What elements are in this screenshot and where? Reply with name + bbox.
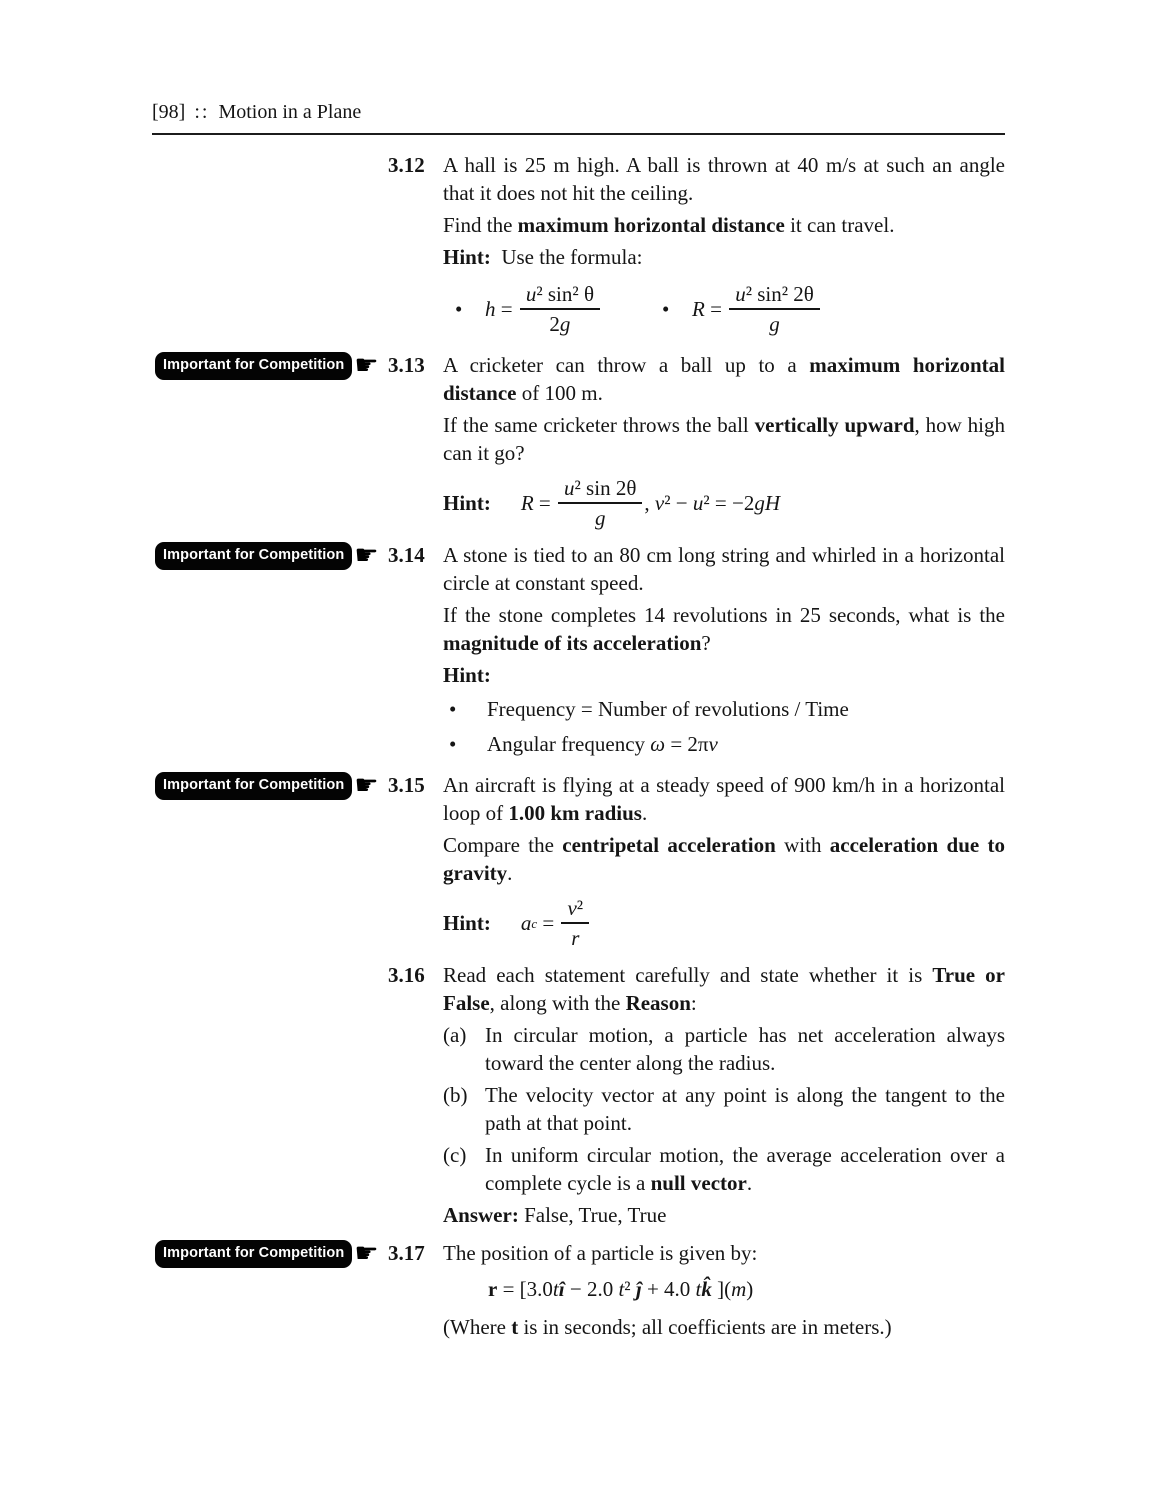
page-content (0, 135, 1159, 1345)
formula-centripetal (521, 895, 591, 951)
hint-bullet-text: Frequency = Number of revolutions / Time (487, 697, 849, 721)
formula-subscript: c (531, 915, 538, 931)
problem-text: An aircraft is flying at a steady speed of 900 km/h in a horizontal loop of 1.00 km radius. (443, 773, 1005, 825)
formula-item-range (650, 281, 822, 337)
hint-label: Hint: (443, 911, 491, 935)
equals-sign: = (537, 911, 560, 935)
statement-item-c (443, 1141, 1005, 1197)
header-separator: :: (194, 101, 210, 123)
problem-number: 3.14 (388, 543, 425, 567)
pointing-hand-icon: ☛ (354, 769, 379, 801)
problem-text: A stone is tied to an 80 cm long string and whirled in a horizontal circle at constant speed. (443, 543, 1005, 595)
fraction-denominator: g (769, 312, 780, 336)
problem-3-17 (0, 1239, 1159, 1345)
problem-text: Read each statement carefully and state whether it is True or False, along with the Reason: (443, 963, 1005, 1015)
problem-number: 3.12 (388, 153, 425, 177)
problem-text: A cricketer can throw a ball up to a maximum horizontal distance of 100 m. (443, 353, 1006, 405)
chapter-title: Motion in a Plane (218, 101, 362, 123)
formula-lhs: R = (520, 491, 557, 515)
statement-text: The velocity vector at any point is along the tangent to the path at that point. (485, 1083, 1005, 1135)
position-vector-equation: r = [3.0tî − 2.0 t² ĵ + 4.0 tk̂ ](m) (488, 1277, 754, 1301)
problem-text: The position of a particle is given by: (443, 1241, 758, 1265)
problem-text: If the same cricketer throws the ball vertically upward, how high can it go? (443, 413, 1006, 465)
problem-3-14 (0, 541, 1159, 765)
important-for-competition-badge: Important for Competition (155, 542, 352, 570)
important-for-competition-badge: Important for Competition (155, 1240, 352, 1268)
formula-lhs: h = (485, 297, 518, 321)
problem-text: A hall is 25 m high. A ball is thrown at 40 m/s at such an angle that it does not hit the ceiling. (443, 153, 1005, 205)
problem-number: 3.16 (388, 963, 425, 987)
problem-text: Compare the centripetal acceleration with acceleration due to gravity. (443, 833, 1005, 885)
problem-3-13 (0, 351, 1159, 535)
fraction-denominator: 2g (549, 312, 571, 336)
page-number: [98] (152, 101, 186, 123)
fraction-denominator: r (571, 926, 580, 950)
bullet-icon: • (455, 297, 463, 321)
statement-label: (a) (443, 1023, 467, 1047)
page-header (152, 100, 1159, 124)
problem-number: 3.13 (388, 353, 425, 377)
answer-line: Answer: False, True, True (443, 1203, 667, 1227)
bullet-icon: • (449, 697, 457, 721)
hint-bullet-item (443, 730, 1005, 758)
bullet-icon: • (662, 297, 670, 321)
hint-label: Hint: (443, 663, 491, 687)
problem-body (443, 1239, 1005, 1345)
problem-body (443, 961, 1005, 1233)
hint-label: Hint: (443, 491, 491, 515)
important-for-competition-badge: Important for Competition (155, 772, 352, 800)
formula-range (692, 281, 822, 337)
problem-3-16 (0, 961, 1159, 1233)
problem-text: If the stone completes 14 revolutions in 25 seconds, what is the magnitude of its acceleration? (443, 603, 1005, 655)
margin-gutter (0, 771, 388, 800)
pointing-hand-icon: ☛ (354, 1237, 379, 1269)
fraction (561, 895, 589, 951)
formula-lhs: R = (692, 297, 728, 321)
statement-label: (c) (443, 1143, 467, 1167)
pointing-hand-icon: ☛ (354, 349, 379, 381)
formula-max-height (485, 281, 602, 337)
problem-body (443, 151, 1005, 345)
problem-body (443, 541, 1005, 765)
formula-item-height (443, 281, 602, 337)
margin-gutter (0, 1239, 388, 1268)
fraction-numerator: u² sin² θ (520, 281, 600, 310)
statement-label: (b) (443, 1083, 468, 1107)
problem-text: Find the maximum horizontal distance it can travel. (443, 213, 895, 237)
fraction-numerator: u² sin² 2θ (729, 281, 820, 310)
formula-range-height (521, 475, 780, 531)
fraction-numerator: v² (561, 895, 589, 924)
statement-text: In uniform circular motion, the average acceleration over a complete cycle is a null vector. (485, 1143, 1005, 1195)
fraction (558, 475, 642, 531)
formula-tail: , v² − u² = −2gH (644, 491, 781, 515)
equation-note: (Where t is in seconds; all coefficients are in meters.) (443, 1315, 892, 1339)
statement-item-a (443, 1021, 1005, 1077)
problem-3-15 (0, 771, 1159, 955)
statement-text: In circular motion, a particle has net acceleration always toward the center along the radius. (485, 1023, 1005, 1075)
hint-bullet-item (443, 695, 1005, 723)
hint-bullet-text: Angular frequency ω = 2πv (487, 732, 718, 756)
fraction (520, 281, 600, 337)
margin-gutter (0, 541, 388, 570)
important-for-competition-badge: Important for Competition (155, 352, 352, 380)
fraction-numerator: u² sin 2θ (558, 475, 642, 504)
problem-number: 3.15 (388, 773, 425, 797)
margin-gutter (0, 961, 388, 962)
formula-row (443, 281, 1005, 337)
problem-body (443, 771, 1005, 955)
statement-item-b (443, 1081, 1005, 1137)
fraction-denominator: g (594, 506, 606, 530)
hint-bullet-list (443, 695, 1005, 758)
pointing-hand-icon: ☛ (354, 539, 379, 571)
margin-gutter (0, 351, 388, 380)
formula-variable: a (520, 911, 532, 935)
fraction (729, 281, 820, 337)
problem-3-12 (0, 151, 1159, 345)
problem-number: 3.17 (388, 1241, 425, 1265)
problem-body (443, 351, 1005, 535)
margin-gutter (0, 151, 388, 152)
bullet-icon: • (449, 732, 457, 756)
hint-row (443, 895, 1005, 951)
hint-line: Hint: Use the formula: (443, 245, 643, 269)
hint-row (443, 475, 1005, 531)
